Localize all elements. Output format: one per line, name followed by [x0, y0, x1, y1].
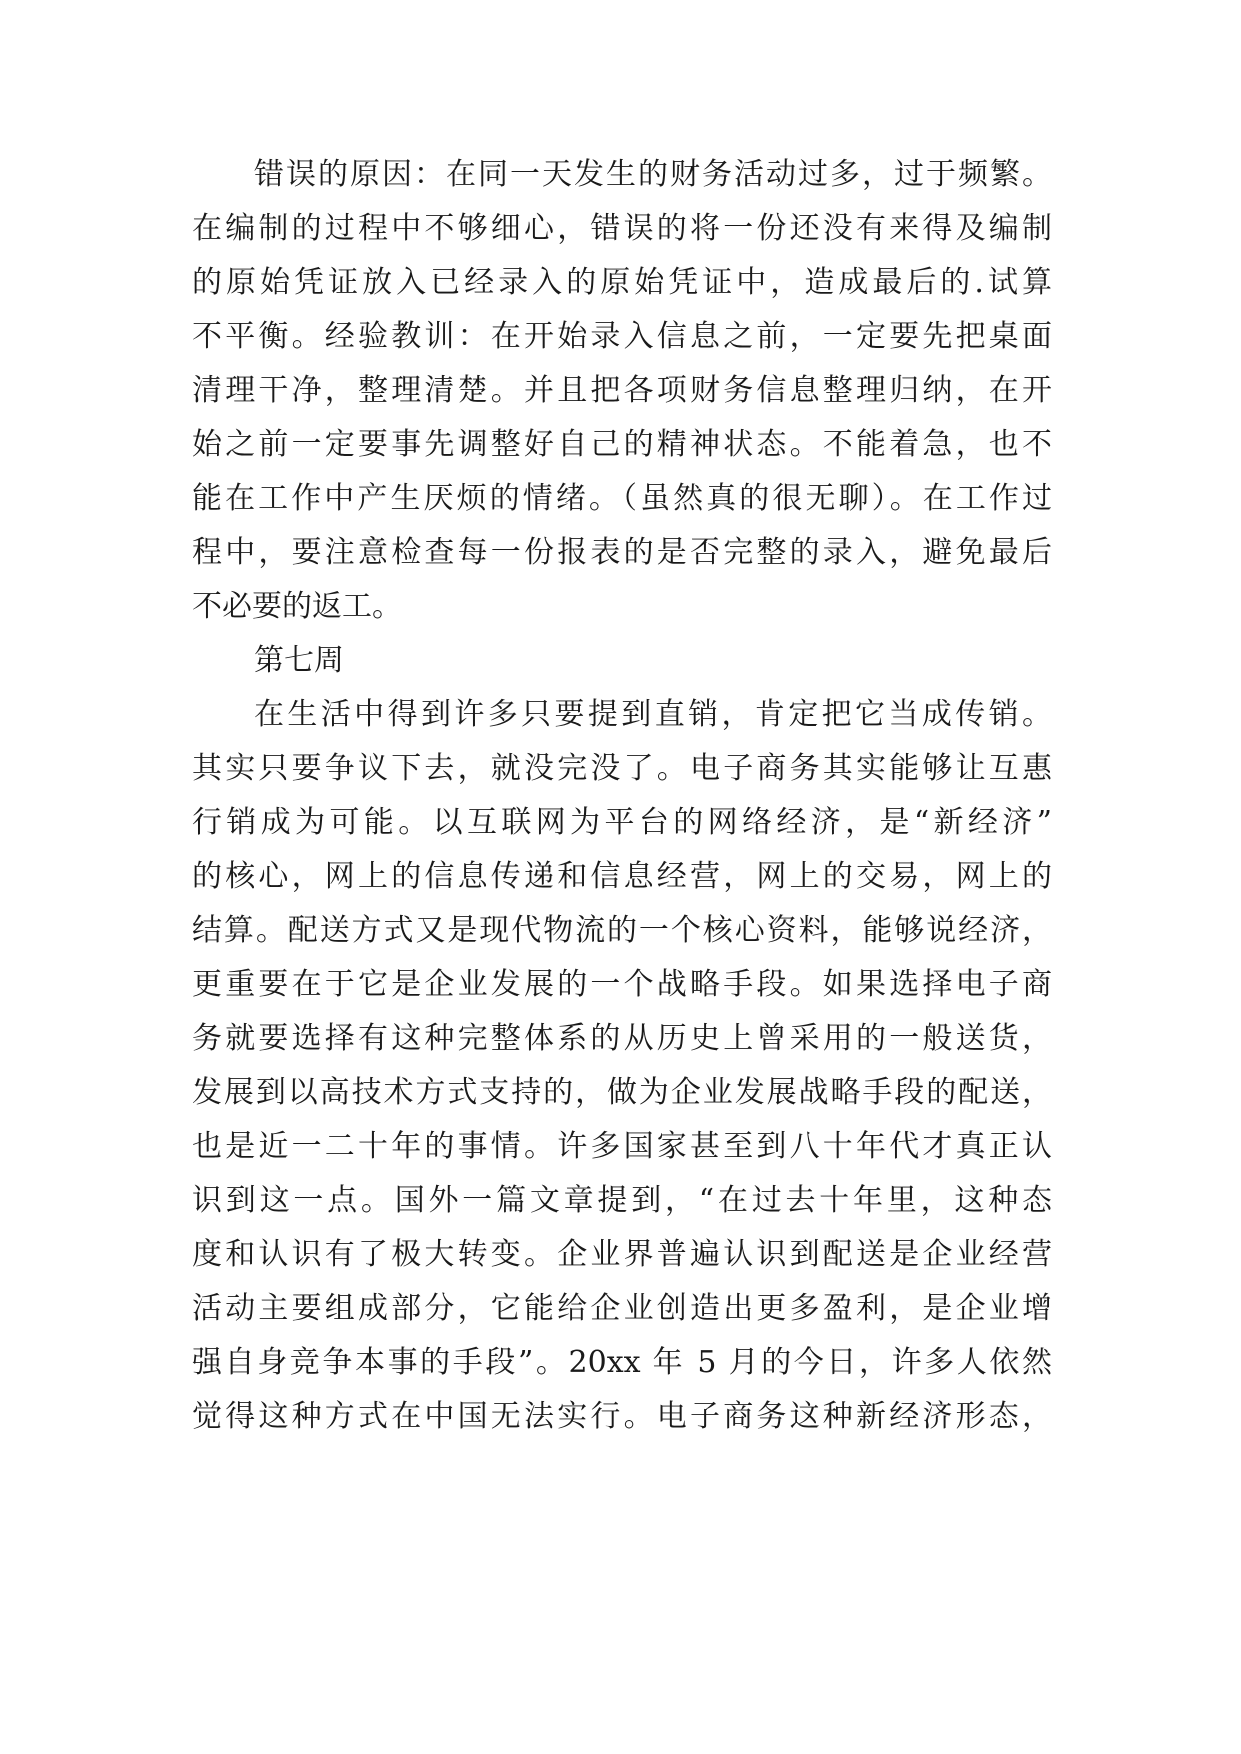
paragraph-line: 错误的原因：在同一天发生的财务活动过多，过于频繁。 [254, 157, 1052, 192]
document-body [192, 148, 1052, 1444]
paragraph-line: 行销成为可能。以互联网为平台的网络经济，是“新经济” [192, 805, 1052, 840]
paragraph-line: 在编制的过程中不够细心，错误的将一份还没有来得及编制 [192, 211, 1052, 246]
paragraph-line: 的核心，网上的信息传递和信息经营，网上的交易，网上的 [192, 859, 1052, 894]
paragraph-line: 的原始凭证放入已经录入的原始凭证中，造成最后的.试算 [192, 265, 1052, 300]
paragraph-line: 始之前一定要事先调整好自己的精神状态。不能着急，也不 [192, 427, 1052, 462]
paragraph-line: 不必要的返工。 [192, 589, 402, 624]
paragraph-line: 在生活中得到许多只要提到直销，肯定把它当成传销。 [254, 697, 1052, 732]
paragraph-line: 强自身竞争本事的手段”。20xx 年 5 月的今日，许多人依然 [192, 1345, 1052, 1380]
paragraph-line: 程中，要注意检查每一份报表的是否完整的录入，避免最后 [192, 535, 1052, 570]
paragraph-line: 结算。配送方式又是现代物流的一个核心资料，能够说经济， [192, 913, 1052, 948]
paragraph-line: 务就要选择有这种完整体系的从历史上曾采用的一般送货， [192, 1021, 1052, 1056]
paragraph-line: 更重要在于它是企业发展的一个战略手段。如果选择电子商 [192, 967, 1052, 1002]
paragraph-line: 识到这一点。国外一篇文章提到，“在过去十年里，这种态 [192, 1183, 1052, 1218]
paragraph-line: 其实只要争议下去，就没完没了。电子商务其实能够让互惠 [192, 751, 1052, 786]
paragraph-line: 清理干净，整理清楚。并且把各项财务信息整理归纳，在开 [192, 373, 1052, 408]
paragraph-line: 觉得这种方式在中国无法实行。电子商务这种新经济形态， [192, 1399, 1052, 1434]
paragraph-line: 活动主要组成部分，它能给企业创造出更多盈利，是企业增 [192, 1291, 1052, 1326]
section-heading: 第七周 [254, 643, 344, 678]
paragraph-line: 能在工作中产生厌烦的情绪。（虽然真的很无聊）。在工作过 [192, 481, 1052, 516]
paragraph-line: 也是近一二十年的事情。许多国家甚至到八十年代才真正认 [192, 1129, 1052, 1164]
paragraph-line: 不平衡。经验教训：在开始录入信息之前，一定要先把桌面 [192, 319, 1052, 354]
paragraph-line: 度和认识有了极大转变。企业界普遍认识到配送是企业经营 [192, 1237, 1052, 1272]
paragraph-line: 发展到以高技术方式支持的，做为企业发展战略手段的配送， [192, 1075, 1052, 1110]
